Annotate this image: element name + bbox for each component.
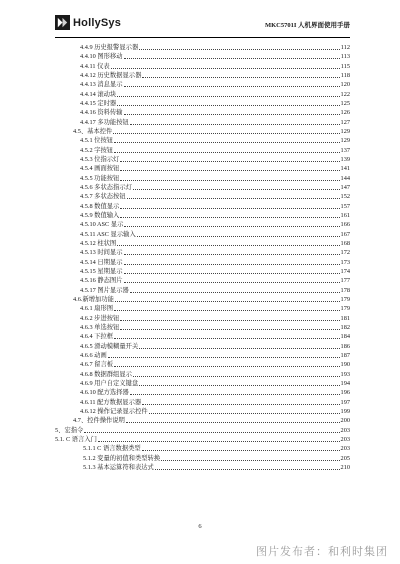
toc-entry-page: 161 [340, 211, 350, 219]
toc-entry-label: 4.5.13 时间显示 [80, 249, 123, 257]
toc-entry-page: 139 [340, 155, 350, 163]
toc-leader-dots [139, 49, 340, 50]
toc-entry-label: 4.6.4 下拉框 [80, 333, 114, 341]
toc-entry-label: 4.5.10 ASC 显示 [80, 221, 124, 229]
toc-leader-dots [130, 124, 340, 125]
toc-leader-dots [142, 77, 339, 78]
toc-entry-page: 112 [340, 44, 350, 51]
toc-leader-dots [114, 366, 339, 367]
toc-entry-label: 4.5.17 图片显示器 [80, 286, 129, 294]
toc-entry[interactable] [55, 426, 350, 435]
toc-entry[interactable] [55, 71, 350, 80]
toc-entry-page: 127 [340, 118, 350, 126]
toc-leader-dots [124, 226, 339, 227]
header-divider [55, 37, 350, 38]
toc-leader-dots [124, 273, 340, 274]
toc-entry-label: 4.6.6 动画 [80, 351, 107, 359]
toc-entry-page: 179 [340, 295, 350, 303]
toc-entry[interactable] [55, 388, 350, 397]
toc-entry-page: 196 [340, 389, 350, 397]
toc-leader-dots [84, 432, 339, 433]
toc-leader-dots [114, 338, 339, 339]
toc-leader-dots [114, 152, 339, 153]
toc-entry[interactable] [55, 398, 350, 407]
toc-entry-label: 4.5.14 日期显示 [80, 258, 123, 266]
toc-entry-label: 4.4.11 仪表 [80, 62, 110, 70]
hollysys-logo-icon [55, 15, 70, 30]
toc-entry[interactable] [55, 118, 350, 127]
toc-entry-page: 125 [340, 99, 350, 107]
toc-entry[interactable] [55, 146, 350, 155]
toc-entry-label: 4.6.8 数据群组显示 [80, 370, 132, 378]
toc-entry-label: 5.1.2 变量的初值和类型转换 [83, 454, 161, 462]
toc-entry-label: 4.5.11 ASC 显示输入 [80, 230, 136, 238]
toc-entry-page: 126 [340, 109, 350, 117]
toc-leader-dots [133, 189, 340, 190]
toc-entry-page: 178 [340, 286, 350, 294]
toc-leader-dots [120, 170, 339, 171]
toc-leader-dots [111, 68, 340, 69]
toc-entry[interactable] [55, 286, 350, 295]
toc-entry[interactable] [55, 248, 350, 257]
toc-entry[interactable] [55, 192, 350, 201]
toc-entry-label: 4.5.5 功能按钮 [80, 174, 120, 182]
toc-entry-page: 173 [340, 258, 350, 266]
toc-entry-label: 4.6.2 步进按钮 [80, 314, 120, 322]
toc-entry[interactable] [55, 351, 350, 360]
toc-entry-label: 4.4.16 资料传输 [80, 109, 123, 117]
toc-entry-label: 4.5.9 数值输入 [80, 211, 120, 219]
toc-entry[interactable] [55, 202, 350, 211]
toc-entry[interactable] [55, 52, 350, 61]
toc-entry[interactable] [55, 164, 350, 173]
toc-entry[interactable] [55, 174, 350, 183]
toc-entry[interactable] [55, 127, 350, 136]
toc-entry-page: 120 [340, 81, 350, 89]
toc-leader-dots [155, 469, 340, 470]
toc-entry-label: 4.4.9 历史报警显示器 [80, 44, 139, 51]
toc-entry-label: 4.4.10 图形移动 [80, 53, 123, 61]
toc-leader-dots [120, 329, 339, 330]
toc-leader-dots [120, 320, 339, 321]
toc-leader-dots [120, 161, 339, 162]
toc-entry-label: 4.4.12 历史数据显示器 [80, 71, 142, 79]
toc-entry-page: 190 [340, 361, 350, 369]
toc-leader-dots [124, 114, 340, 115]
toc-entry-page: 193 [340, 370, 350, 378]
toc-entry[interactable] [55, 379, 350, 388]
toc-entry-page: 205 [340, 454, 350, 462]
toc-entry[interactable] [55, 304, 350, 313]
toc-entry-page: 157 [340, 202, 350, 210]
toc-entry-label: 4.5、基本控件 [73, 127, 113, 135]
toc-entry-page: 210 [340, 463, 350, 471]
toc-entry-page: 167 [340, 230, 350, 238]
toc-entry-page: 172 [340, 249, 350, 257]
toc-leader-dots [149, 413, 340, 414]
toc-leader-dots [130, 394, 340, 395]
toc-entry-label: 4.5.8 数值显示 [80, 202, 120, 210]
toc-entry[interactable] [55, 62, 350, 71]
toc-entry-label: 4.6.3 单选按钮 [80, 323, 120, 331]
toc-entry-page: 141 [340, 165, 350, 173]
toc-entry[interactable] [55, 90, 350, 99]
toc-entry-page: 177 [340, 277, 350, 285]
toc-leader-dots [124, 282, 340, 283]
toc-entry[interactable] [55, 323, 350, 332]
toc-entry-page: 147 [340, 183, 350, 191]
toc-entry-label: 5.1.3 基本运算符和表达式 [83, 463, 154, 471]
toc-leader-dots [127, 198, 340, 199]
toc-leader-dots [161, 460, 339, 461]
toc-entry[interactable] [55, 239, 350, 248]
document-title: MKC5701I 人机界面使用手册 [264, 22, 350, 29]
toc-leader-dots [124, 86, 340, 87]
toc-entry[interactable] [55, 136, 350, 145]
toc-entry-label: 4.5.7 多状态按钮 [80, 193, 126, 201]
toc-entry-label: 4.4.14 滚动块 [80, 90, 117, 98]
toc-entry[interactable] [55, 267, 350, 276]
toc-entry[interactable] [55, 444, 350, 453]
toc-entry-page: 174 [340, 267, 350, 275]
toc-leader-dots [117, 96, 339, 97]
toc-leader-dots [98, 441, 340, 442]
watermark: 图片发布者：和利时集团 [256, 545, 388, 558]
toc-entry-label: 4.5.2 字按钮 [80, 146, 114, 154]
toc-entry-label: 4.5.6 多状态指示灯 [80, 183, 132, 191]
toc-entry-page: 186 [340, 342, 350, 350]
toc-entry[interactable] [55, 314, 350, 323]
toc-entry-label: 4.5.3 位指示灯 [80, 155, 120, 163]
toc-entry[interactable] [55, 99, 350, 108]
toc-leader-dots [133, 376, 340, 377]
toc-entry[interactable] [55, 80, 350, 89]
toc-entry[interactable] [55, 332, 350, 341]
toc-leader-dots [124, 264, 340, 265]
toc-leader-dots [120, 217, 339, 218]
toc-entry-label: 4.6.1 扇形图 [80, 305, 114, 313]
toc-leader-dots [139, 348, 339, 349]
toc-entry-page: 199 [340, 407, 350, 415]
toc-leader-dots [114, 310, 339, 311]
toc-leader-dots [108, 357, 340, 358]
toc-entry-label: 4.5.1 位按钮 [80, 137, 114, 145]
toc-leader-dots [130, 292, 340, 293]
toc-entry-label: 4.6.12 操作记录显示控件 [80, 407, 148, 415]
toc-leader-dots [142, 404, 339, 405]
toc-entry-label: 4.6.7 留言板 [80, 361, 114, 369]
brand-name: HollySys [73, 16, 122, 29]
toc-entry-label: 4.6.11 配方数据显示器 [80, 398, 142, 406]
toc-entry-label: 4.4.15 定时器 [80, 99, 117, 107]
toc-leader-dots [115, 301, 340, 302]
toc-entry[interactable] [55, 220, 350, 229]
brand-logo [55, 15, 121, 30]
toc-entry-page: 203 [340, 426, 350, 434]
toc-entry-page: 129 [340, 127, 350, 135]
toc-entry[interactable] [55, 276, 350, 285]
toc-leader-dots [120, 208, 339, 209]
toc-entry-label: 4.4.13 消息显示 [80, 81, 123, 89]
toc-entry-label: 4.6.5 滑动模糊量开关 [80, 342, 139, 350]
toc-entry[interactable] [55, 183, 350, 192]
toc-entry-label: 4.5.15 星期显示 [80, 267, 123, 275]
toc-entry-page: 144 [340, 174, 350, 182]
toc-entry[interactable] [55, 360, 350, 369]
toc-leader-dots [142, 450, 340, 451]
toc-entry-label: 4.5.4 画面按钮 [80, 165, 120, 173]
toc-entry-page: 115 [340, 62, 350, 70]
toc-entry-label: 4.5.12 柱状图 [80, 239, 117, 247]
toc-entry[interactable] [55, 407, 350, 416]
toc-entry[interactable] [55, 155, 350, 164]
toc-entry-label: 4.4.17 多功能按钮 [80, 118, 129, 126]
toc-entry[interactable] [55, 416, 350, 425]
toc-entry[interactable] [55, 211, 350, 220]
toc-leader-dots [124, 58, 340, 59]
toc-entry-page: 113 [340, 53, 350, 61]
toc-entry[interactable] [55, 258, 350, 267]
toc-entry-page: 200 [340, 417, 350, 425]
toc-entry-page: 122 [340, 90, 350, 98]
toc-entry-page: 137 [340, 146, 350, 154]
toc-leader-dots [137, 236, 340, 237]
toc-entry-label: 4.5.16 静态图片 [80, 277, 123, 285]
toc-leader-dots [117, 245, 339, 246]
toc-entry-page: 182 [340, 323, 350, 331]
toc-entry-page: 197 [340, 398, 350, 406]
toc-entry[interactable] [55, 295, 350, 304]
page-header [55, 13, 350, 37]
toc-entry-page: 203 [340, 445, 350, 453]
toc-entry-label: 4.6.10 配方选择器 [80, 389, 129, 397]
toc-entry[interactable] [55, 463, 350, 472]
toc-entry[interactable] [55, 435, 350, 444]
toc-entry-label: 4.6.新增加功能 [73, 295, 114, 303]
toc-entry-page: 179 [340, 305, 350, 313]
toc-entry[interactable] [55, 108, 350, 117]
toc-entry-label: 5、宏指令 [55, 426, 84, 434]
toc-leader-dots [114, 142, 339, 143]
toc-leader-dots [117, 105, 339, 106]
toc-entry-page: 187 [340, 351, 350, 359]
toc-leader-dots [120, 180, 339, 181]
toc-entry-page: 168 [340, 239, 350, 247]
toc-entry[interactable] [55, 370, 350, 379]
toc-entry[interactable] [55, 230, 350, 239]
toc-entry[interactable] [55, 454, 350, 463]
toc-leader-dots [113, 133, 339, 134]
toc-entry-label: 5.1. C 语言入门 [55, 435, 97, 443]
page-number: 6 [198, 523, 202, 530]
toc-entry-page: 203 [340, 435, 350, 443]
toc-leader-dots [124, 254, 340, 255]
toc-entry[interactable] [55, 43, 350, 52]
toc-entry[interactable] [55, 342, 350, 351]
toc-entry-page: 184 [340, 333, 350, 341]
toc-leader-dots [126, 422, 340, 423]
toc-entry-page: 152 [340, 193, 350, 201]
toc-entry-page: 129 [340, 137, 350, 145]
toc-entry-page: 194 [340, 379, 350, 387]
toc-entry-label: 4.7、控件操作说明 [73, 417, 125, 425]
toc-entry-page: 181 [340, 314, 350, 322]
toc-entry-page: 166 [340, 221, 350, 229]
toc-leader-dots [139, 385, 339, 386]
toc-entry-label: 5.1.1 C 语言数据类型 [83, 445, 141, 453]
toc-entry-page: 118 [340, 71, 350, 79]
toc-entry-label: 4.6.9 用户自定义键盘 [80, 379, 139, 387]
